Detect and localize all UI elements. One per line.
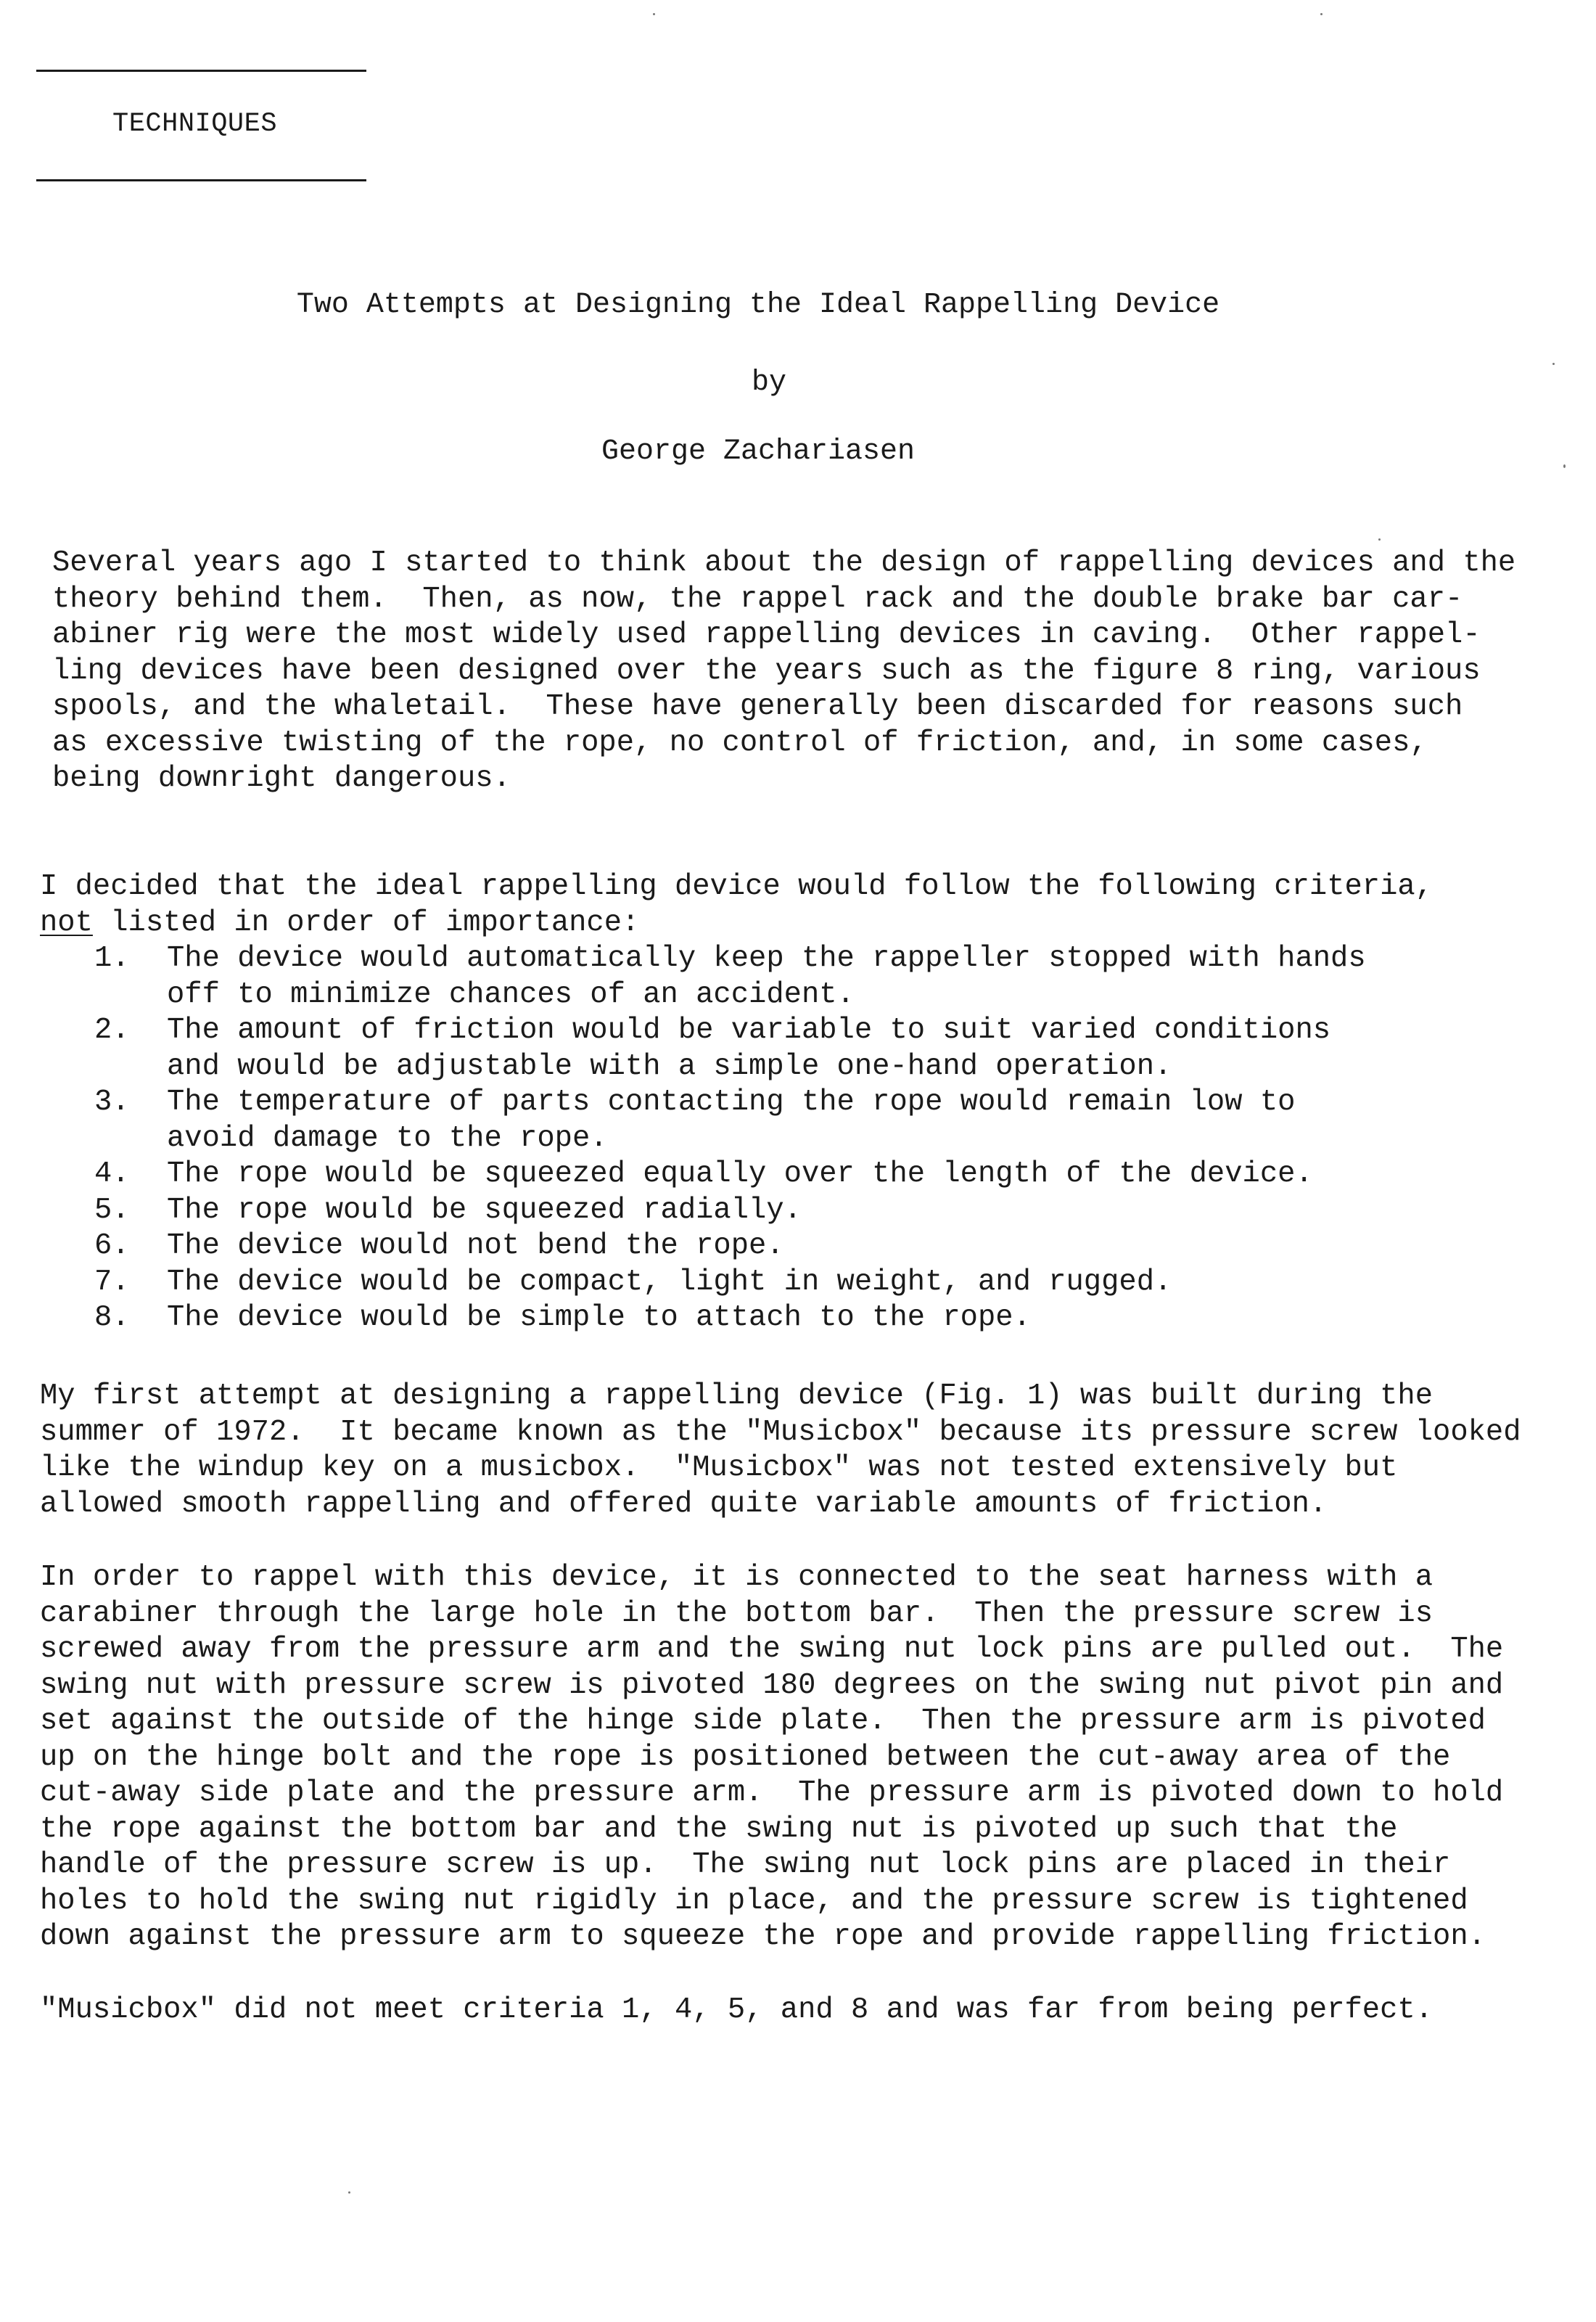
paragraph-line: My first attempt at designing a rappelling device (Fig. 1) was built during the bbox=[40, 1379, 1433, 1413]
criteria-text: The temperature of parts contacting the rope would remain low to bbox=[167, 1086, 1296, 1119]
header-rule-top bbox=[36, 70, 366, 72]
criteria-text: The rope would be squeezed equally over the length of the device. bbox=[167, 1157, 1313, 1191]
intro-paragraph bbox=[52, 546, 1515, 797]
paragraph-line: In order to rappel with this device, it is connected to the seat harness with a bbox=[40, 1561, 1433, 1594]
article-author: George Zachariasen bbox=[601, 435, 916, 468]
criteria-item bbox=[94, 1085, 1366, 1157]
first-attempt-paragraph bbox=[40, 1379, 1521, 1522]
criteria-text: The device would be simple to attach to the rope. bbox=[167, 1301, 1031, 1334]
paragraph-line: swing nut with pressure screw is pivoted 180 degrees on the swing nut pivot pin and bbox=[40, 1668, 1504, 1702]
criteria-item bbox=[94, 1157, 1366, 1193]
criteria-item bbox=[94, 941, 1366, 1013]
intro-line: being downright dangerous. bbox=[52, 762, 511, 795]
criteria-number: 4. bbox=[94, 1157, 130, 1191]
intro-line: as excessive twisting of the rope, no control of friction, and, in some cases, bbox=[52, 726, 1428, 760]
header-rule-bottom bbox=[36, 179, 366, 181]
criteria-number: 2. bbox=[94, 1014, 130, 1047]
article-title: Two Attempts at Designing the Ideal Rappelling Device bbox=[296, 289, 1220, 321]
criteria-list bbox=[94, 941, 1366, 1337]
intro-line: Several years ago I started to think about the design of rappelling devices and the bbox=[52, 546, 1516, 580]
criteria-item bbox=[94, 1265, 1366, 1301]
criteria-item bbox=[94, 1300, 1366, 1337]
paragraph-line: summer of 1972. It became known as the "Musicbox" because its pressure screw looked bbox=[40, 1415, 1521, 1449]
paragraph-line: the rope against the bottom bar and the swing nut is pivoted up such that the bbox=[40, 1812, 1398, 1846]
criteria-number: 8. bbox=[94, 1301, 130, 1334]
criteria-item bbox=[94, 1193, 1366, 1229]
paragraph-line: allowed smooth rappelling and offered quite variable amounts of friction. bbox=[40, 1487, 1328, 1521]
paragraph-line: set against the outside of the hinge side plate. Then the pressure arm is pivoted bbox=[40, 1704, 1486, 1738]
section-label: TECHNIQUES bbox=[112, 109, 278, 139]
criteria-text-cont: avoid damage to the rope. bbox=[167, 1121, 608, 1155]
paragraph-line: holes to hold the swing nut rigidly in place, and the pressure screw is tightened bbox=[40, 1884, 1468, 1918]
scan-speck bbox=[1378, 538, 1381, 541]
paragraph-line: down against the pressure arm to squeeze the rope and provide rappelling friction. bbox=[40, 1920, 1486, 1953]
scan-speck bbox=[1320, 13, 1323, 15]
criteria-intro-line bbox=[40, 906, 1433, 942]
paragraph-line: carabiner through the large hole in the bottom bar. Then the pressure screw is bbox=[40, 1596, 1433, 1630]
conclusion-paragraph bbox=[40, 1993, 1433, 2029]
criteria-text: The rope would be squeezed radially. bbox=[167, 1193, 802, 1227]
paragraph-line: up on the hinge bolt and the rope is positioned between the cut-away area of the bbox=[40, 1740, 1451, 1774]
criteria-number: 5. bbox=[94, 1193, 130, 1227]
criteria-intro-rest: listed in order of importance: bbox=[92, 906, 640, 940]
scan-speck bbox=[348, 2191, 350, 2194]
criteria-text-cont: and would be adjustable with a simple one-hand operation. bbox=[167, 1049, 1172, 1083]
scan-speck bbox=[1563, 464, 1566, 468]
article-byline: by bbox=[751, 366, 786, 399]
criteria-intro-line: I decided that the ideal rappelling device would follow the following criteria, bbox=[40, 870, 1433, 903]
intro-line: ling devices have been designed over the years such as the figure 8 ring, various bbox=[52, 654, 1481, 688]
criteria-item bbox=[94, 1013, 1366, 1085]
paragraph-line: handle of the pressure screw is up. The swing nut lock pins are placed in their bbox=[40, 1848, 1451, 1882]
intro-line: spools, and the whaletail. These have generally been discarded for reasons such bbox=[52, 690, 1463, 723]
criteria-text: The device would automatically keep the rappeller stopped with hands bbox=[167, 942, 1366, 975]
criteria-number: 3. bbox=[94, 1086, 130, 1119]
paragraph-line: like the windup key on a musicbox. "Musicbox" was not tested extensively but bbox=[40, 1451, 1398, 1485]
criteria-number: 6. bbox=[94, 1229, 130, 1263]
intro-line: abiner rig were the most widely used rappelling devices in caving. Other rappel- bbox=[52, 618, 1481, 652]
criteria-number: 7. bbox=[94, 1265, 130, 1299]
criteria-item bbox=[94, 1228, 1366, 1265]
scan-speck bbox=[1552, 363, 1555, 365]
paragraph-line: cut-away side plate and the pressure arm. The pressure arm is pivoted down to hold bbox=[40, 1776, 1504, 1810]
criteria-intro bbox=[40, 869, 1433, 941]
criteria-number: 1. bbox=[94, 942, 130, 975]
emphasis-not: not bbox=[40, 906, 93, 940]
criteria-text: The amount of friction would be variable to suit varied conditions bbox=[167, 1014, 1331, 1047]
scan-speck bbox=[653, 13, 655, 15]
paragraph-line: screwed away from the pressure arm and the swing nut lock pins are pulled out. The bbox=[40, 1633, 1504, 1666]
intro-line: theory behind them. Then, as now, the rappel rack and the double brake bar car- bbox=[52, 582, 1463, 616]
criteria-text-cont: off to minimize chances of an accident. bbox=[167, 977, 855, 1012]
usage-paragraph bbox=[40, 1560, 1503, 1956]
criteria-text: The device would be compact, light in weight, and rugged. bbox=[167, 1265, 1172, 1299]
criteria-text: The device would not bend the rope. bbox=[167, 1229, 784, 1263]
paragraph-line: "Musicbox" did not meet criteria 1, 4, 5, and 8 and was far from being perfect. bbox=[40, 1993, 1433, 2027]
